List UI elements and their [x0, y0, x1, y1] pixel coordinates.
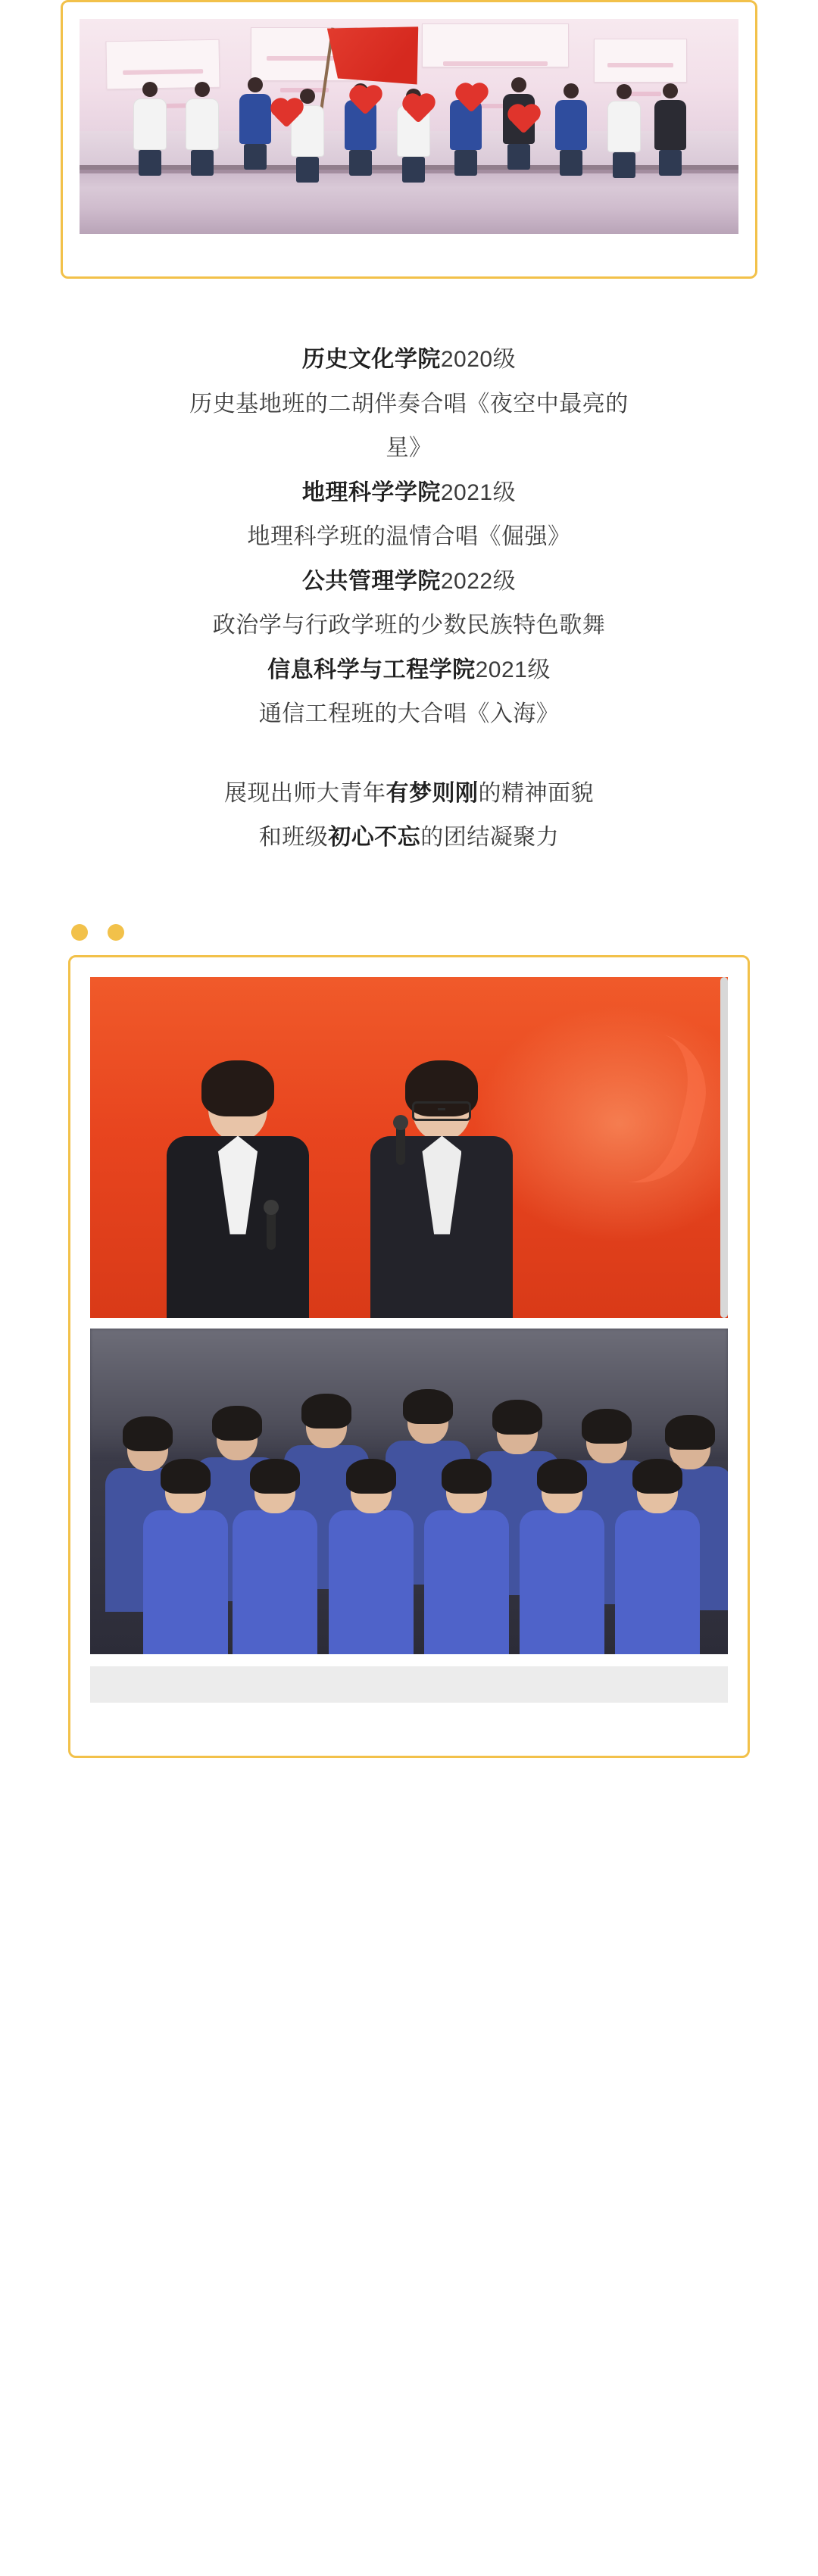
- text-line: [76, 426, 742, 471]
- performer: [238, 77, 273, 170]
- text-line-normal: 2021级: [440, 479, 517, 505]
- text-line-normal: 2021级: [475, 657, 551, 682]
- closing-post: 的团结凝聚力: [420, 825, 560, 850]
- text-line-normal: 2022级: [440, 568, 517, 594]
- host-head: [208, 1071, 267, 1141]
- microphone-icon: [396, 1124, 405, 1165]
- microphone-icon: [267, 1209, 276, 1250]
- backdrop-banner: [422, 23, 568, 68]
- text-line: [76, 560, 742, 604]
- bottom-photo-card: [68, 955, 750, 1758]
- closing-pre: 和班级: [258, 825, 329, 850]
- text-line-bold: 历史文化学院: [301, 347, 441, 372]
- performer: [133, 82, 167, 176]
- text-line: [76, 471, 742, 516]
- performer: [185, 82, 220, 176]
- host-shirt: [218, 1136, 258, 1235]
- choir-singer: [422, 1466, 511, 1654]
- article-text-block: [76, 338, 742, 860]
- photo-side-rail: [720, 977, 728, 1318]
- choir-singer: [326, 1466, 416, 1654]
- closing-line: [76, 772, 742, 817]
- performer: [653, 83, 688, 176]
- text-line: [76, 604, 742, 648]
- stage-performance-photo: [80, 19, 738, 234]
- text-line-bold: 地理科学学院: [301, 479, 441, 505]
- decor-dot-icon: [108, 924, 124, 941]
- host-shirt: [422, 1136, 461, 1235]
- hosts-photo: [90, 977, 728, 1318]
- top-photo-card: [61, 0, 757, 279]
- backdrop-banner: [594, 39, 688, 83]
- host-hair: [201, 1060, 274, 1116]
- host-torso: [370, 1136, 513, 1318]
- text-line-normal: 通信工程班的大合唱《入海》: [258, 701, 560, 726]
- top-photo-frame: [80, 19, 738, 234]
- text-line-normal: 地理科学班的温情合唱《倔强》: [247, 524, 571, 549]
- host-person: [167, 1071, 309, 1318]
- host-person: [370, 1071, 513, 1318]
- text-line-bold: 公共管理学院: [301, 568, 441, 594]
- paragraph-spacer: [76, 737, 742, 772]
- decor-dot-icon: [71, 924, 88, 941]
- text-line-normal: 2020级: [440, 347, 517, 372]
- host-torso: [167, 1136, 309, 1318]
- text-line-normal: 星》: [386, 436, 432, 461]
- performer: [607, 84, 642, 178]
- closing-post: 的精神面貌: [478, 780, 594, 806]
- decor-dots-row: [61, 924, 757, 945]
- text-line: [76, 648, 742, 693]
- glasses-icon: [412, 1101, 471, 1121]
- text-line: [76, 382, 742, 427]
- text-line: [76, 692, 742, 737]
- text-line-bold: 信息科学与工程学院: [267, 657, 476, 682]
- closing-bold: 初心不忘: [328, 825, 421, 850]
- choir-photo: [90, 1329, 728, 1654]
- closing-bold: 有梦则刚: [386, 780, 479, 806]
- text-line: [76, 338, 742, 382]
- text-line-normal: 历史基地班的二胡伴奏合唱《夜空中最亮的: [189, 391, 629, 417]
- choir-singer: [613, 1466, 702, 1654]
- choir-singer: [517, 1466, 607, 1654]
- text-line: [76, 515, 742, 560]
- choir-singer: [141, 1466, 230, 1654]
- choir-singer: [230, 1466, 320, 1654]
- photo-caption-placeholder: [90, 1666, 728, 1703]
- closing-pre: 展现出师大青年: [224, 780, 386, 806]
- closing-line: [76, 816, 742, 860]
- performer: [554, 83, 589, 176]
- host-head: [412, 1071, 471, 1141]
- text-line-normal: 政治学与行政学班的少数民族特色歌舞: [212, 613, 606, 638]
